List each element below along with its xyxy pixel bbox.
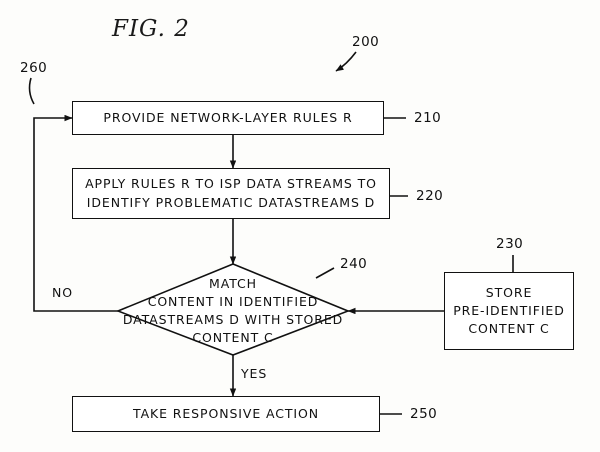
node-text-line: APPLY RULES R TO ISP DATA STREAMS TO (85, 176, 377, 192)
ref-260: 260 (20, 60, 48, 76)
edge-label-yes: YES (241, 366, 268, 381)
node-text-line: PRE-IDENTIFIED (453, 302, 565, 318)
node-text-line: DATASTREAMS D WITH STORED (122, 312, 344, 327)
node-text-line: PROVIDE NETWORK-LAYER RULES R (103, 109, 353, 125)
node-text-line: TAKE RESPONSIVE ACTION (133, 405, 319, 421)
node-text-line: IDENTIFY PROBLEMATIC DATASTREAMS D (86, 194, 376, 210)
ref-210: 210 (414, 110, 442, 126)
node-apply-rules (72, 168, 390, 219)
ref-240: 240 (340, 256, 368, 272)
node-text-line: STORE (485, 284, 533, 300)
ref-200: 200 (352, 34, 380, 50)
edge-label-no: NO (52, 285, 73, 300)
node-text-line: CONTENT IN IDENTIFIED (147, 293, 319, 309)
node-take-responsive-action (72, 396, 380, 432)
ref-250: 250 (410, 406, 438, 422)
node-text-line: CONTENT C (192, 330, 274, 346)
node-text-line: CONTENT C (468, 321, 550, 337)
figure-title: FIG. 2 (112, 16, 190, 42)
node-text-line: MATCH (209, 275, 257, 291)
ref-230: 230 (496, 236, 524, 252)
node-store-pre-identified-content (444, 272, 574, 350)
ref-220: 220 (416, 188, 444, 204)
node-provide-network-layer-rules (72, 101, 384, 135)
